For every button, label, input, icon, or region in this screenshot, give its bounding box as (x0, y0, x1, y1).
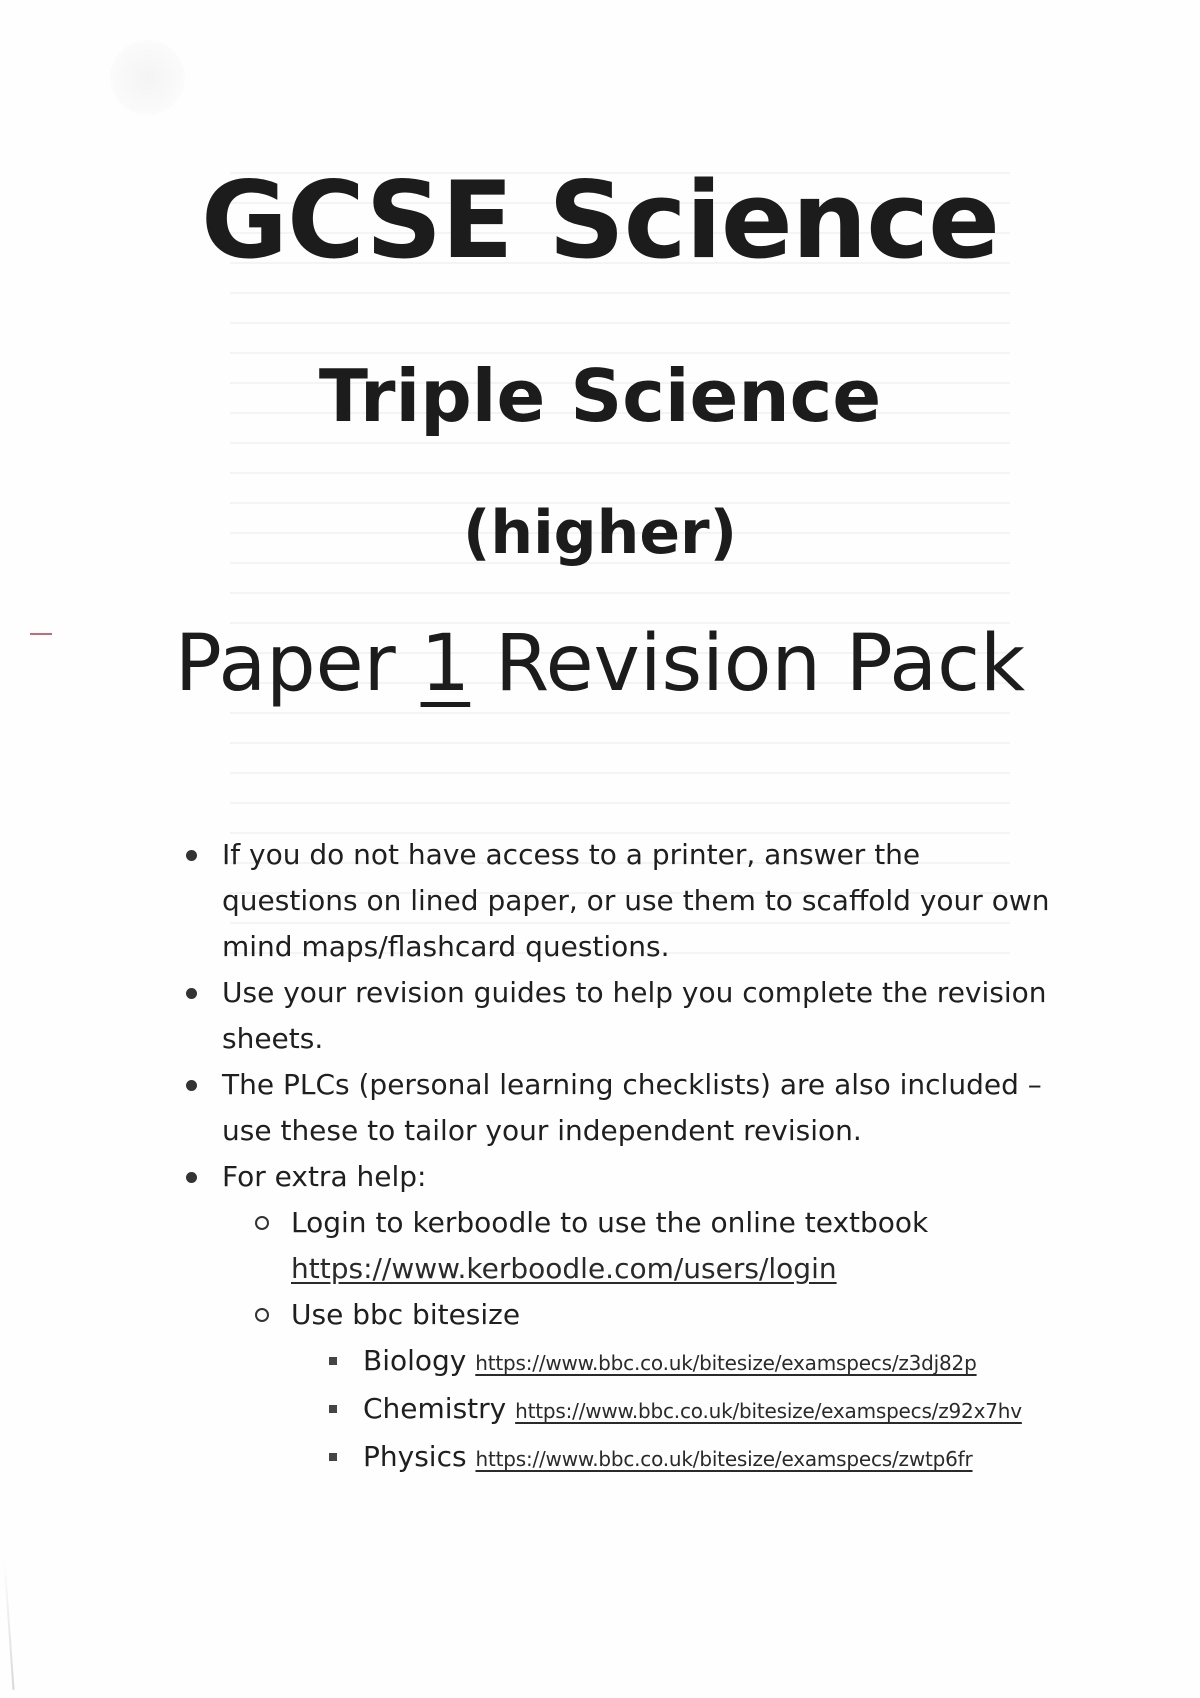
scan-smudge (110, 40, 185, 115)
paper-number: 1 (420, 619, 471, 709)
instructions-list (180, 832, 1060, 1482)
biology-link[interactable]: https://www.bbc.co.uk/bitesize/examspecs/z3dj82p (475, 1351, 977, 1375)
extra-help-list (255, 1200, 1060, 1482)
subject-item-physics (327, 1434, 1060, 1482)
list-item: For extra help: (180, 1154, 1060, 1200)
page-subtitle: Triple Science (318, 354, 882, 438)
subject-name: Chemistry (363, 1392, 507, 1425)
bitesize-subject-list (327, 1338, 1060, 1482)
paper-suffix: Revision Pack (494, 619, 1026, 709)
subject-name: Biology (363, 1344, 467, 1377)
kerboodle-item (255, 1200, 1060, 1292)
list-item: Use your revision guides to help you complete the revision sheets. (180, 970, 1060, 1062)
page-title: GCSE Science (200, 159, 999, 282)
scan-edge-line (3, 1560, 14, 1690)
bitesize-text: Use bbc bitesize (291, 1298, 521, 1331)
kerboodle-link[interactable]: https://www.kerboodle.com/users/login (291, 1252, 837, 1285)
kerboodle-text: Login to kerboodle to use the online textbook (291, 1206, 929, 1239)
paper-prefix: Paper (174, 619, 396, 709)
list-item: If you do not have access to a printer, answer the questions on lined paper, or use them to scaffold your own mind maps/flashcard questions. (180, 832, 1060, 970)
list-item: The PLCs (personal learning checklists) are also included – use these to tailor your independent revision. (180, 1062, 1060, 1154)
bitesize-item (255, 1292, 1060, 1338)
subject-item-biology (327, 1338, 1060, 1386)
paper-heading (0, 619, 1200, 709)
physics-link[interactable]: https://www.bbc.co.uk/bitesize/examspecs/zwtp6fr (475, 1447, 973, 1471)
subject-item-chemistry (327, 1386, 1060, 1434)
subject-name: Physics (363, 1440, 467, 1473)
tier-label: (higher) (462, 498, 738, 568)
chemistry-link[interactable]: https://www.bbc.co.uk/bitesize/examspecs/z92x7hv (515, 1399, 1022, 1423)
